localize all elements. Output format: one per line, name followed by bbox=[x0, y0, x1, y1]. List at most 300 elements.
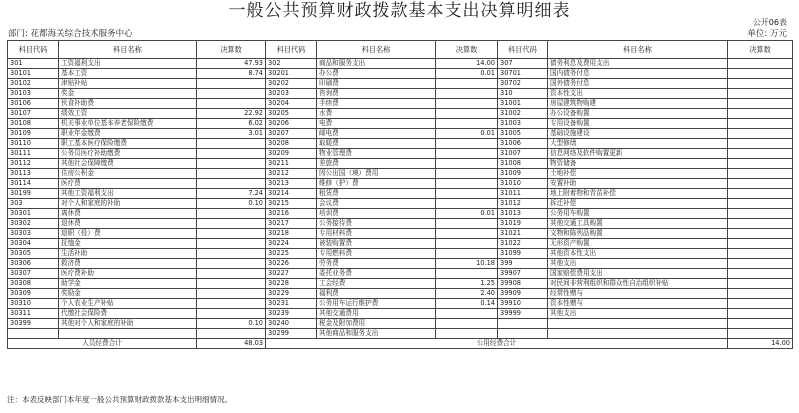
header-code: 科目代码 bbox=[8, 41, 59, 59]
header-amount: 决算数 bbox=[436, 41, 498, 59]
amount-cell: 2.40 bbox=[436, 289, 498, 299]
footnote: 注：本表反映部门本年度一般公共预算财政拨款基本支出明细情况。 bbox=[7, 395, 232, 404]
table-row bbox=[8, 259, 793, 269]
name-cell: 物业管理费 bbox=[317, 149, 436, 159]
code-cell: 30231 bbox=[266, 299, 317, 309]
code-cell: 301 bbox=[8, 59, 59, 69]
name-cell: 抚恤金 bbox=[59, 239, 197, 249]
amount-cell bbox=[436, 249, 498, 259]
name-cell: 其他工资福利支出 bbox=[59, 189, 197, 199]
table-row bbox=[8, 79, 793, 89]
name-cell: 专用燃料费 bbox=[317, 249, 436, 259]
name-cell: 对个人和家庭的补助 bbox=[59, 199, 197, 209]
name-cell: 物资储备 bbox=[548, 159, 728, 169]
name-cell: 维修（护）费 bbox=[317, 179, 436, 189]
amount-cell bbox=[197, 219, 266, 229]
code-cell: 30209 bbox=[266, 149, 317, 159]
name-cell: 公务用车运行维护费 bbox=[317, 299, 436, 309]
code-cell: 30311 bbox=[8, 309, 59, 319]
code-cell: 30307 bbox=[8, 269, 59, 279]
name-cell: 咨询费 bbox=[317, 89, 436, 99]
code-cell: 30102 bbox=[8, 79, 59, 89]
amount-cell bbox=[728, 99, 793, 109]
amount-cell: 0.01 bbox=[436, 69, 498, 79]
amount-cell bbox=[197, 249, 266, 259]
amount-cell bbox=[728, 109, 793, 119]
code-cell: 30229 bbox=[266, 289, 317, 299]
name-cell: 无形资产购置 bbox=[548, 239, 728, 249]
code-cell bbox=[498, 329, 548, 339]
table-row bbox=[8, 179, 793, 189]
table-row bbox=[8, 209, 793, 219]
code-cell: 30215 bbox=[266, 199, 317, 209]
name-cell: 培训费 bbox=[317, 209, 436, 219]
amount-cell bbox=[197, 159, 266, 169]
table-row bbox=[8, 229, 793, 239]
code-cell: 30306 bbox=[8, 259, 59, 269]
code-cell: 31013 bbox=[498, 209, 548, 219]
code-cell: 39910 bbox=[498, 299, 548, 309]
amount-cell bbox=[436, 149, 498, 159]
amount-cell bbox=[728, 219, 793, 229]
name-cell: 水费 bbox=[317, 109, 436, 119]
amount-cell bbox=[197, 79, 266, 89]
code-cell: 310 bbox=[498, 89, 548, 99]
amount-cell bbox=[197, 179, 266, 189]
table-row bbox=[8, 159, 793, 169]
code-cell: 30204 bbox=[266, 99, 317, 109]
table-row bbox=[8, 69, 793, 79]
code-cell: 31005 bbox=[498, 129, 548, 139]
amount-cell: 22.92 bbox=[197, 109, 266, 119]
name-cell: 对民间非营利组织和群众性自治组织补贴 bbox=[548, 279, 728, 289]
name-cell: 被装购置费 bbox=[317, 239, 436, 249]
name-cell: 工资福利支出 bbox=[59, 59, 197, 69]
code-cell: 30217 bbox=[266, 219, 317, 229]
form-code: 公开06表 bbox=[752, 18, 787, 27]
amount-cell bbox=[197, 89, 266, 99]
name-cell: 公务员医疗补助缴费 bbox=[59, 149, 197, 159]
name-cell: 因公出国（境）费用 bbox=[317, 169, 436, 179]
amount-cell bbox=[197, 139, 266, 149]
table-row bbox=[8, 139, 793, 149]
amount-cell bbox=[728, 179, 793, 189]
name-cell: 差旅费 bbox=[317, 159, 436, 169]
name-cell: 工会经费 bbox=[317, 279, 436, 289]
name-cell: 助学金 bbox=[59, 279, 197, 289]
code-cell: 30701 bbox=[498, 69, 548, 79]
name-cell: 资本性赠与 bbox=[548, 299, 728, 309]
name-cell: 机关事业单位基本养老保险缴费 bbox=[59, 119, 197, 129]
code-cell: 39909 bbox=[498, 289, 548, 299]
code-cell: 30299 bbox=[266, 329, 317, 339]
name-cell: 印刷费 bbox=[317, 79, 436, 89]
table-row bbox=[8, 189, 793, 199]
amount-cell bbox=[728, 229, 793, 239]
amount-cell: 0.01 bbox=[436, 209, 498, 219]
code-cell: 30218 bbox=[266, 229, 317, 239]
name-cell: 其他商品和服务支出 bbox=[317, 329, 436, 339]
table-row bbox=[8, 249, 793, 259]
name-cell: 文物和陈列品购置 bbox=[548, 229, 728, 239]
name-cell: 住房公积金 bbox=[59, 169, 197, 179]
header-name: 科目名称 bbox=[317, 41, 436, 59]
header-name: 科目名称 bbox=[548, 41, 728, 59]
name-cell: 职工基本医疗保险缴费 bbox=[59, 139, 197, 149]
code-cell: 30702 bbox=[498, 79, 548, 89]
amount-cell bbox=[728, 199, 793, 209]
name-cell: 其他资本性支出 bbox=[548, 249, 728, 259]
name-cell: 代缴社会保险费 bbox=[59, 309, 197, 319]
code-cell: 30304 bbox=[8, 239, 59, 249]
code-cell: 31012 bbox=[498, 199, 548, 209]
name-cell: 商品和服务支出 bbox=[317, 59, 436, 69]
amount-cell bbox=[728, 319, 793, 329]
amount-cell: 10.18 bbox=[436, 259, 498, 269]
code-cell: 30201 bbox=[266, 69, 317, 79]
code-cell bbox=[498, 319, 548, 329]
amount-cell: 8.74 bbox=[197, 69, 266, 79]
code-cell: 303 bbox=[8, 199, 59, 209]
amount-cell: 47.93 bbox=[197, 59, 266, 69]
code-cell: 30213 bbox=[266, 179, 317, 189]
name-cell: 奖金 bbox=[59, 89, 197, 99]
code-cell: 30205 bbox=[266, 109, 317, 119]
amount-cell: 0.10 bbox=[197, 199, 266, 209]
amount-cell bbox=[436, 169, 498, 179]
department-label: 部门: 花都海关综合技术服务中心 bbox=[8, 29, 133, 39]
amount-cell bbox=[436, 159, 498, 169]
personnel-total-value: 48.03 bbox=[197, 339, 266, 349]
name-cell: 邮电费 bbox=[317, 129, 436, 139]
amount-cell bbox=[728, 119, 793, 129]
amount-cell bbox=[436, 179, 498, 189]
name-cell: 伙食补助费 bbox=[59, 99, 197, 109]
name-cell: 取暖费 bbox=[317, 139, 436, 149]
personnel-total-label: 人员经费合计 bbox=[8, 339, 197, 349]
table-row bbox=[8, 99, 793, 109]
code-cell: 399 bbox=[498, 259, 548, 269]
name-cell: 绩效工资 bbox=[59, 109, 197, 119]
code-cell: 30208 bbox=[266, 139, 317, 149]
name-cell: 国外债务付息 bbox=[548, 79, 728, 89]
code-cell: 30224 bbox=[266, 239, 317, 249]
name-cell: 专用设备购置 bbox=[548, 119, 728, 129]
code-cell: 31002 bbox=[498, 109, 548, 119]
amount-cell bbox=[197, 149, 266, 159]
code-cell: 30111 bbox=[8, 149, 59, 159]
name-cell: 国内债务付息 bbox=[548, 69, 728, 79]
header-amount: 决算数 bbox=[197, 41, 266, 59]
table-row bbox=[8, 219, 793, 229]
name-cell: 办公设备购置 bbox=[548, 109, 728, 119]
amount-cell bbox=[197, 169, 266, 179]
amount-cell bbox=[197, 239, 266, 249]
name-cell bbox=[59, 329, 197, 339]
amount-cell bbox=[436, 239, 498, 249]
amount-cell bbox=[436, 109, 498, 119]
amount-cell bbox=[728, 149, 793, 159]
name-cell: 土地补偿 bbox=[548, 169, 728, 179]
code-cell bbox=[8, 329, 59, 339]
code-cell: 30303 bbox=[8, 229, 59, 239]
name-cell bbox=[548, 319, 728, 329]
header-row bbox=[8, 41, 793, 59]
name-cell: 其他交通费用 bbox=[317, 309, 436, 319]
code-cell: 30305 bbox=[8, 249, 59, 259]
name-cell: 地上附着物和青苗补偿 bbox=[548, 189, 728, 199]
amount-cell bbox=[728, 209, 793, 219]
code-cell: 30203 bbox=[266, 89, 317, 99]
code-cell: 302 bbox=[266, 59, 317, 69]
name-cell: 其他对个人和家庭的补助 bbox=[59, 319, 197, 329]
code-cell: 30228 bbox=[266, 279, 317, 289]
name-cell bbox=[548, 329, 728, 339]
public-total-label: 公用经费合计 bbox=[266, 339, 728, 349]
name-cell: 大型修缮 bbox=[548, 139, 728, 149]
code-cell: 30113 bbox=[8, 169, 59, 179]
header-name: 科目名称 bbox=[59, 41, 197, 59]
code-cell: 30216 bbox=[266, 209, 317, 219]
code-cell: 30301 bbox=[8, 209, 59, 219]
code-cell: 30211 bbox=[266, 159, 317, 169]
amount-cell bbox=[197, 309, 266, 319]
amount-cell bbox=[728, 249, 793, 259]
name-cell: 津贴补贴 bbox=[59, 79, 197, 89]
code-cell: 30302 bbox=[8, 219, 59, 229]
amount-cell bbox=[197, 99, 266, 109]
code-cell: 30225 bbox=[266, 249, 317, 259]
amount-cell bbox=[197, 329, 266, 339]
name-cell: 其他交通工具购置 bbox=[548, 219, 728, 229]
table-row bbox=[8, 59, 793, 69]
code-cell: 30103 bbox=[8, 89, 59, 99]
amount-cell bbox=[436, 89, 498, 99]
name-cell: 其他社会保障缴费 bbox=[59, 159, 197, 169]
name-cell: 国家赔偿费用支出 bbox=[548, 269, 728, 279]
name-cell: 福利费 bbox=[317, 289, 436, 299]
public-total-value: 14.00 bbox=[728, 339, 793, 349]
amount-cell bbox=[436, 319, 498, 329]
amount-cell bbox=[728, 79, 793, 89]
code-cell: 31006 bbox=[498, 139, 548, 149]
amount-cell bbox=[436, 309, 498, 319]
name-cell: 其他支出 bbox=[548, 259, 728, 269]
name-cell: 奖励金 bbox=[59, 289, 197, 299]
code-cell: 30214 bbox=[266, 189, 317, 199]
amount-cell bbox=[197, 289, 266, 299]
code-cell: 39999 bbox=[498, 309, 548, 319]
amount-cell bbox=[436, 219, 498, 229]
name-cell: 基本工资 bbox=[59, 69, 197, 79]
unit-label: 单位: 万元 bbox=[747, 29, 787, 39]
amount-cell bbox=[728, 299, 793, 309]
code-cell: 30109 bbox=[8, 129, 59, 139]
amount-cell bbox=[728, 239, 793, 249]
name-cell: 公务用车购置 bbox=[548, 209, 728, 219]
name-cell: 劳务费 bbox=[317, 259, 436, 269]
amount-cell bbox=[197, 209, 266, 219]
code-cell: 30107 bbox=[8, 109, 59, 119]
table-row bbox=[8, 319, 793, 329]
amount-cell bbox=[436, 229, 498, 239]
code-cell: 30108 bbox=[8, 119, 59, 129]
amount-cell: 1.25 bbox=[436, 279, 498, 289]
code-cell: 307 bbox=[498, 59, 548, 69]
code-cell: 31001 bbox=[498, 99, 548, 109]
name-cell: 医疗费 bbox=[59, 179, 197, 189]
name-cell: 拆迁补偿 bbox=[548, 199, 728, 209]
code-cell: 31019 bbox=[498, 219, 548, 229]
header-code: 科目代码 bbox=[266, 41, 317, 59]
table-row bbox=[8, 239, 793, 249]
amount-cell bbox=[728, 169, 793, 179]
amount-cell bbox=[728, 279, 793, 289]
name-cell: 信息网络及软件购置更新 bbox=[548, 149, 728, 159]
amount-cell bbox=[197, 279, 266, 289]
header-amount: 决算数 bbox=[728, 41, 793, 59]
amount-cell bbox=[436, 139, 498, 149]
amount-cell: 7.24 bbox=[197, 189, 266, 199]
table-row bbox=[8, 299, 793, 309]
code-cell: 30207 bbox=[266, 129, 317, 139]
code-cell: 30309 bbox=[8, 289, 59, 299]
code-cell: 30101 bbox=[8, 69, 59, 79]
table-row bbox=[8, 309, 793, 319]
code-cell: 30199 bbox=[8, 189, 59, 199]
header-code: 科目代码 bbox=[498, 41, 548, 59]
name-cell: 办公费 bbox=[317, 69, 436, 79]
amount-cell bbox=[728, 269, 793, 279]
amount-cell bbox=[728, 129, 793, 139]
amount-cell bbox=[197, 229, 266, 239]
amount-cell: 0.10 bbox=[197, 319, 266, 329]
name-cell: 租赁费 bbox=[317, 189, 436, 199]
amount-cell bbox=[436, 119, 498, 129]
table-row bbox=[8, 129, 793, 139]
amount-cell bbox=[728, 259, 793, 269]
code-cell: 39907 bbox=[498, 269, 548, 279]
code-cell: 39908 bbox=[498, 279, 548, 289]
table-row bbox=[8, 279, 793, 289]
amount-cell: 3.01 bbox=[197, 129, 266, 139]
table-row bbox=[8, 89, 793, 99]
code-cell: 30110 bbox=[8, 139, 59, 149]
name-cell: 经常性赠与 bbox=[548, 289, 728, 299]
code-cell: 30202 bbox=[266, 79, 317, 89]
expenditure-table bbox=[7, 40, 793, 349]
name-cell: 其他支出 bbox=[548, 309, 728, 319]
amount-cell: 6.02 bbox=[197, 119, 266, 129]
code-cell: 30206 bbox=[266, 119, 317, 129]
name-cell: 生活补助 bbox=[59, 249, 197, 259]
amount-cell: 0.01 bbox=[436, 129, 498, 139]
code-cell: 30308 bbox=[8, 279, 59, 289]
code-cell: 31011 bbox=[498, 189, 548, 199]
amount-cell bbox=[436, 269, 498, 279]
name-cell: 专用材料费 bbox=[317, 229, 436, 239]
amount-cell bbox=[436, 99, 498, 109]
name-cell: 救济费 bbox=[59, 259, 197, 269]
name-cell: 资本性支出 bbox=[548, 89, 728, 99]
name-cell: 职业年金缴费 bbox=[59, 129, 197, 139]
code-cell: 31022 bbox=[498, 239, 548, 249]
amount-cell bbox=[197, 299, 266, 309]
name-cell: 基础设施建设 bbox=[548, 129, 728, 139]
table-row bbox=[8, 149, 793, 159]
name-cell: 债务利息及费用支出 bbox=[548, 59, 728, 69]
totals-row bbox=[8, 339, 793, 349]
amount-cell bbox=[728, 59, 793, 69]
name-cell: 医疗费补助 bbox=[59, 269, 197, 279]
table-row bbox=[8, 109, 793, 119]
name-cell: 电费 bbox=[317, 119, 436, 129]
code-cell: 31099 bbox=[498, 249, 548, 259]
amount-cell bbox=[728, 309, 793, 319]
name-cell: 离休费 bbox=[59, 209, 197, 219]
name-cell: 会议费 bbox=[317, 199, 436, 209]
amount-cell bbox=[197, 259, 266, 269]
name-cell: 退职（役）费 bbox=[59, 229, 197, 239]
table-row bbox=[8, 119, 793, 129]
amount-cell bbox=[197, 269, 266, 279]
amount-cell bbox=[728, 89, 793, 99]
code-cell: 30112 bbox=[8, 159, 59, 169]
amount-cell bbox=[728, 159, 793, 169]
code-cell: 31007 bbox=[498, 149, 548, 159]
code-cell: 31021 bbox=[498, 229, 548, 239]
code-cell: 30310 bbox=[8, 299, 59, 309]
amount-cell bbox=[728, 139, 793, 149]
table-row bbox=[8, 199, 793, 209]
amount-cell bbox=[728, 69, 793, 79]
amount-cell bbox=[728, 189, 793, 199]
amount-cell bbox=[436, 189, 498, 199]
amount-cell bbox=[436, 329, 498, 339]
code-cell: 30226 bbox=[266, 259, 317, 269]
table-row bbox=[8, 269, 793, 279]
code-cell: 30212 bbox=[266, 169, 317, 179]
name-cell: 个人农业生产补贴 bbox=[59, 299, 197, 309]
code-cell: 30240 bbox=[266, 319, 317, 329]
amount-cell bbox=[436, 199, 498, 209]
code-cell: 31008 bbox=[498, 159, 548, 169]
name-cell: 安置补助 bbox=[548, 179, 728, 189]
code-cell: 30106 bbox=[8, 99, 59, 109]
code-cell: 31009 bbox=[498, 169, 548, 179]
amount-cell: 14.00 bbox=[436, 59, 498, 69]
table-row bbox=[8, 289, 793, 299]
code-cell: 30227 bbox=[266, 269, 317, 279]
amount-cell bbox=[728, 329, 793, 339]
code-cell: 30399 bbox=[8, 319, 59, 329]
code-cell: 31003 bbox=[498, 119, 548, 129]
name-cell: 税金及附加费用 bbox=[317, 319, 436, 329]
code-cell: 30114 bbox=[8, 179, 59, 189]
name-cell: 公务接待费 bbox=[317, 219, 436, 229]
page-title: 一般公共预算财政拨款基本支出决算明细表 bbox=[228, 1, 571, 21]
code-cell: 31010 bbox=[498, 179, 548, 189]
table-row bbox=[8, 329, 793, 339]
name-cell: 委托业务费 bbox=[317, 269, 436, 279]
amount-cell: 0.14 bbox=[436, 299, 498, 309]
name-cell: 房屋建筑物购建 bbox=[548, 99, 728, 109]
amount-cell bbox=[436, 79, 498, 89]
code-cell: 30239 bbox=[266, 309, 317, 319]
name-cell: 退休费 bbox=[59, 219, 197, 229]
table-row bbox=[8, 169, 793, 179]
name-cell: 手续费 bbox=[317, 99, 436, 109]
